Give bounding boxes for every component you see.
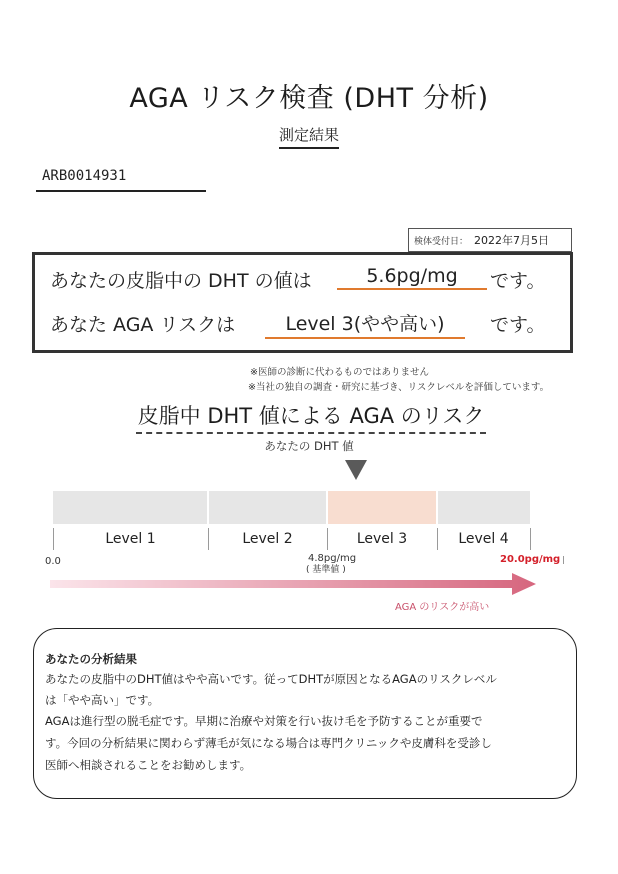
- axis-min-label: 0.0: [45, 556, 61, 567]
- report-title: AGA リスク検査 (DHT 分析): [129, 83, 489, 114]
- axis-max-label: 20.0pg/mg: [500, 554, 561, 565]
- reference-caption: ( 基準値 ): [306, 565, 346, 575]
- level-1-band: [53, 491, 207, 524]
- risk-arrow-label: AGA のリスクが高い: [395, 602, 490, 613]
- reference-value-label: 4.8pg/mg: [308, 553, 357, 564]
- level-3-band: [328, 491, 436, 524]
- receipt-date-label: 検体受付日：: [414, 236, 469, 247]
- sample-id: ARB0014931: [42, 168, 127, 184]
- level-4-band: [438, 491, 530, 524]
- dht-value-suffix: です。: [490, 270, 546, 292]
- receipt-date-box: [408, 228, 572, 252]
- disclaimer-note-1: ※医師の診断に代わるものではありません: [250, 367, 429, 378]
- sample-id-underline: [36, 190, 206, 192]
- analysis-line: AGAは進行型の脱毛症です。早期に治療や対策を行い抜け毛を予防することが重要で: [45, 714, 483, 728]
- analysis-line: 医師へ相談されることをお勧めします。: [45, 758, 252, 772]
- risk-gradient-arrow: [50, 572, 540, 598]
- risk-level-suffix: です。: [490, 314, 546, 336]
- analysis-line: は「やや高い」です。: [45, 693, 160, 707]
- level-2-label: Level 2: [242, 531, 293, 547]
- risk-chart-title: 皮脂中 DHT 値による AGA のリスク: [136, 400, 486, 434]
- your-dht-label: あなたの DHT 値: [264, 439, 354, 453]
- risk-level-value: Level 3(やや高い): [265, 309, 465, 339]
- receipt-date-value: 2022年7月5日: [474, 234, 550, 247]
- analysis-title: あなたの分析結果: [45, 652, 137, 666]
- axis-end-tick: [563, 556, 564, 564]
- dht-value-prefix: あなたの皮脂中の DHT の値は: [50, 270, 312, 292]
- dht-value: 5.6pg/mg: [337, 265, 487, 290]
- subtitle-text: 測定結果: [279, 124, 339, 149]
- level-3-label: Level 3: [356, 531, 408, 547]
- analysis-line: す。今回の分析結果に関わらず薄毛が気になる場合は専門クリニックや皮膚科を受診し: [45, 736, 492, 750]
- level-tick: [530, 528, 531, 550]
- down-triangle-icon: [345, 460, 367, 480]
- disclaimer-note-2: ※当社の独自の調査・研究に基づき、リスクレベルを評価しています。: [248, 382, 550, 393]
- report-subtitle: [0, 124, 618, 149]
- level-2-band: [209, 491, 326, 524]
- level-4-label: Level 4: [458, 531, 509, 547]
- risk-level-prefix: あなた AGA リスクは: [50, 314, 236, 336]
- level-1-label: Level 1: [105, 531, 156, 547]
- analysis-line: あなたの皮脂中のDHT値はやや高いです。従ってDHTが原因となるAGAのリスクレベル: [45, 672, 497, 686]
